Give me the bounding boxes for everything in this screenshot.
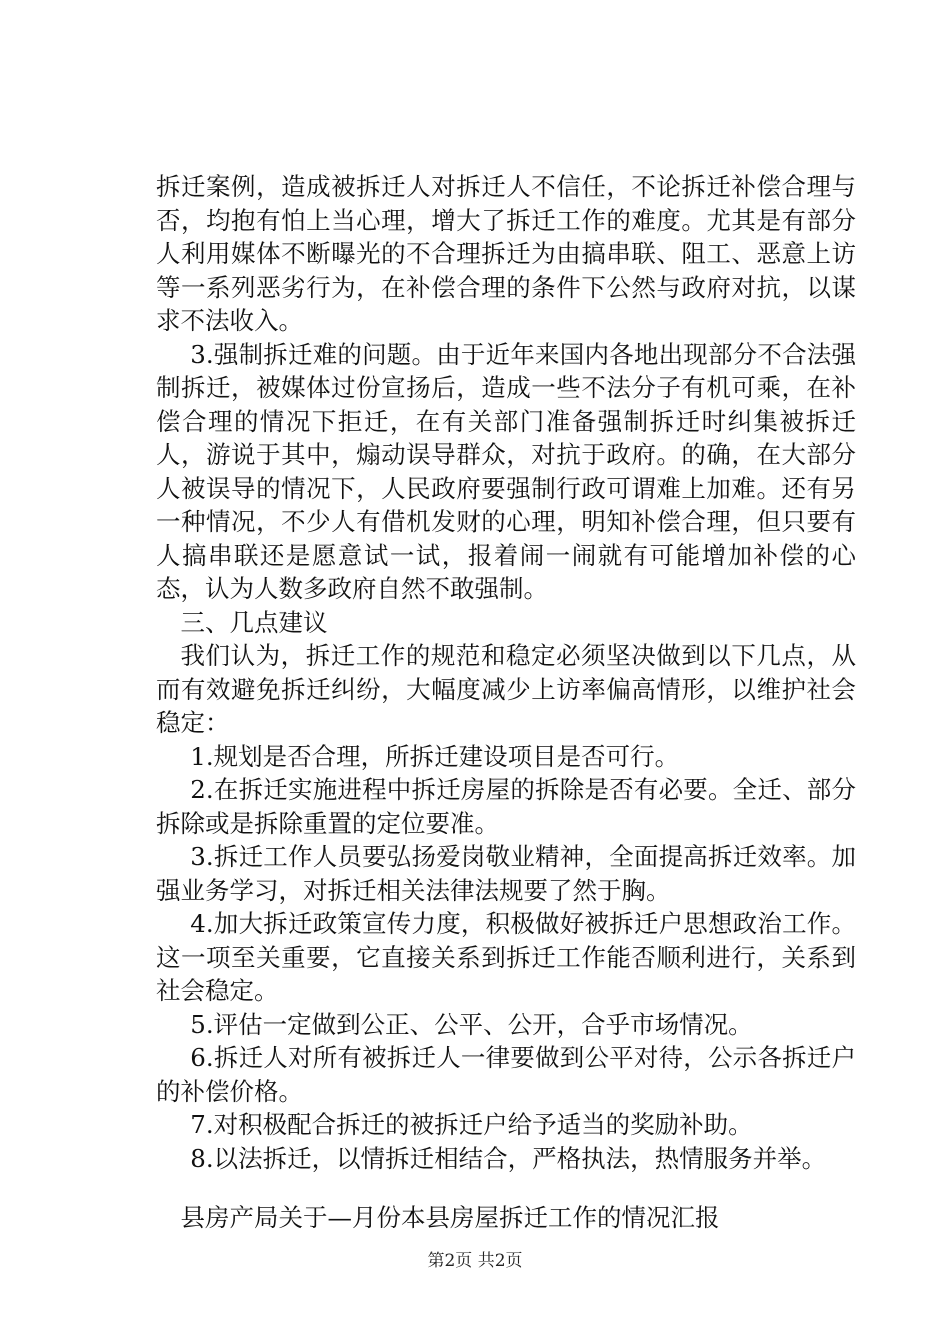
list-item-2: 2.在拆迁实施进程中拆迁房屋的拆除是否有必要。全迁、部分拆除或是拆除重置的定位要准。 bbox=[156, 775, 856, 838]
paragraph-continuation: 拆迁案例，造成被拆迁人对拆迁人不信任，不论拆迁补偿合理与否，均抱有怕上当心理，增大了拆迁工作的难度。尤其是有部分人利用媒体不断曝光的不合理拆迁为由搞串联、阻工、恶意上访等一系列恶劣行为，在补偿合理的条件下公然与政府对抗，以谋求不法收入。 bbox=[156, 172, 856, 335]
list-item-6: 6.拆迁人对所有被拆迁人一律要做到公平对待，公示各拆迁户的补偿价格。 bbox=[156, 1043, 856, 1106]
list-item-8: 8.以法拆迁，以情拆迁相结合，严格执法，热情服务并举。 bbox=[190, 1143, 827, 1173]
document-body bbox=[156, 170, 856, 1235]
section-heading-suggestions: 三、几点建议 bbox=[180, 607, 328, 637]
paragraph-spacer bbox=[156, 1175, 856, 1201]
list-item-5: 5.评估一定做到公正、公平、公开，合乎市场情况。 bbox=[190, 1009, 753, 1039]
paragraph-intro: 我们认为，拆迁工作的规范和稳定必须坚决做到以下几点，从而有效避免拆迁纠纷，大幅度减少上访率偏高情形，以维护社会稳定： bbox=[156, 641, 856, 737]
page-number-label: 第2页 共2页 bbox=[427, 1251, 523, 1271]
page-footer bbox=[0, 1246, 950, 1271]
list-item-7: 7.对积极配合拆迁的被拆迁户给予适当的奖励补助。 bbox=[190, 1110, 753, 1139]
list-item-3: 3.拆迁工作人员要弘扬爱岗敬业精神，全面提高拆迁效率。加强业务学习，对拆迁相关法律法规要了然于胸。 bbox=[156, 842, 856, 905]
list-item-4: 4.加大拆迁政策宣传力度，积极做好被拆迁户思想政治工作。这一项至关重要，它直接关系到拆迁工作能否顺利进行，关系到社会稳定。 bbox=[156, 909, 856, 1005]
paragraph-forced-demolition: 3.强制拆迁难的问题。由于近年来国内各地出现部分不合法强制拆迁，被媒体过份宣扬后，造成一些不法分子有机可乘，在补偿合理的情况下拒迁，在有关部门准备强制拆迁时纠集被拆迁人，游说于其中，煽动误导群众，对抗于政府。的确，在大部分人被误导的情况下，人民政府要强制行政可谓难上加难。还有另一种情况，不少人有借机发财的心理，明知补偿合理，但只要有人搞串联还是愿意试一试，报着闹一闹就有可能增加补偿的心态，认为人数多政府自然不敢强制。 bbox=[156, 339, 856, 603]
list-item-1: 1.规划是否合理，所拆迁建设项目是否可行。 bbox=[190, 741, 680, 771]
report-title: 县房产局关于—月份本县房屋拆迁工作的情况汇报 bbox=[180, 1203, 720, 1232]
